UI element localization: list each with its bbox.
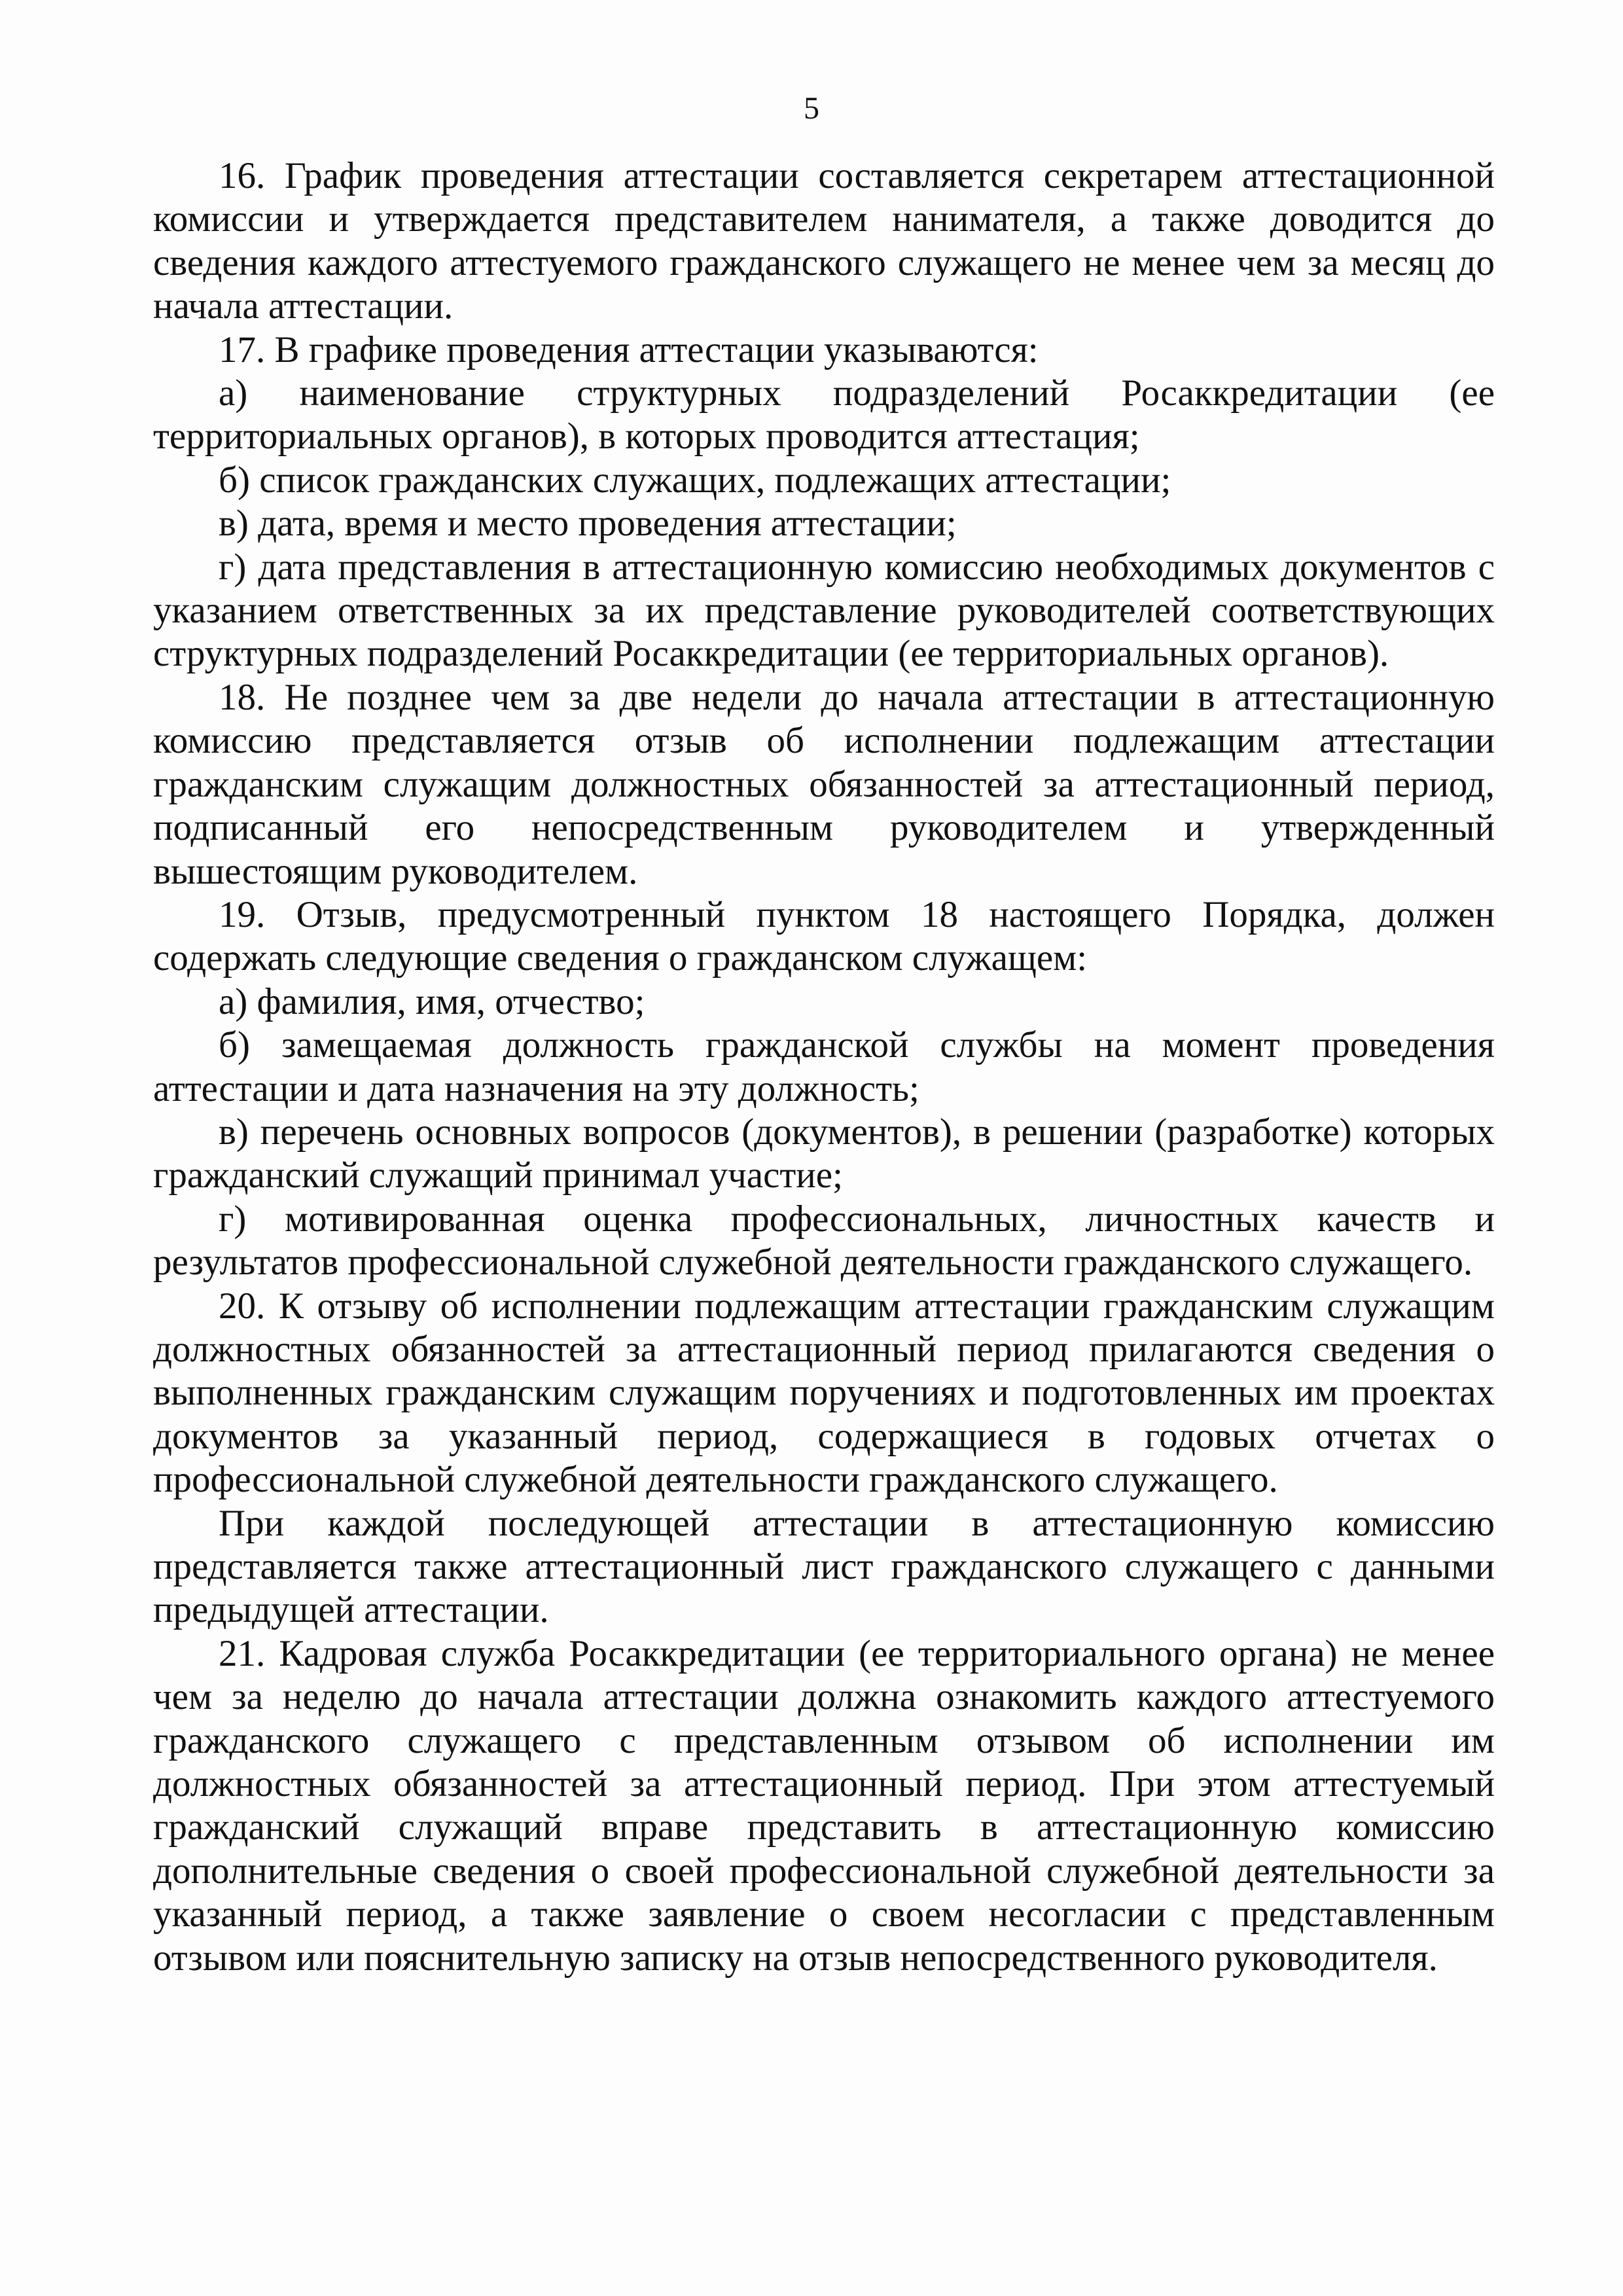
list-item-19c: в) перечень основных вопросов (документов), в решении (разработке) которых гражданский служащий принимал участие; [153, 1111, 1495, 1196]
document-body [153, 154, 1495, 1980]
paragraph-21: 21. Кадровая служба Росаккредитации (ее территориального органа) не менее чем за неделю до начала аттестации должна ознакомить каждого аттестуемого гражданского служащего с представленным отзывом об исполнении им должностных обязанностей за аттестационный период. При этом аттестуемый гражданский служащий вправе представить в аттестационную комиссию дополнительные сведения о своей профессиональной служебной деятельности за указанный период, а также заявление о своем несогласии с представленным отзывом или пояснительную записку на отзыв непосредственного руководителя. [153, 1632, 1495, 1979]
paragraph-20-continued: При каждой последующей аттестации в аттестационную комиссию представляется также аттестационный лист гражданского служащего с данными предыдущей аттестации. [153, 1502, 1495, 1631]
paragraph-18: 18. Не позднее чем за две недели до начала аттестации в аттестационную комиссию представляется отзыв об исполнении подлежащим аттестации гражданским служащим должностных обязанностей за аттестационный период, подписанный его непосредственным руководителем и утвержденный вышестоящим руководителем. [153, 676, 1495, 892]
page-number: 5 [804, 91, 819, 126]
paragraph-17: 17. В графике проведения аттестации указываются: [219, 329, 1039, 370]
list-item-17c: в) дата, время и место проведения аттестации; [219, 503, 957, 545]
paragraph-16: 16. График проведения аттестации составляется секретарем аттестационной комиссии и утверждается представителем нанимателя, а также доводится до сведения каждого аттестуемого гражданского служащего не менее чем за месяц до начала аттестации. [153, 155, 1495, 327]
paragraph-20: 20. К отзыву об исполнении подлежащим аттестации гражданским служащим должностных обязанностей за аттестационный период прилагаются сведения о выполненных гражданским служащим поручениях и подготовленных им проектах документов за указанный период, содержащиеся в годовых отчетах о профессиональной служебной деятельности гражданского служащего. [153, 1285, 1495, 1501]
list-item-17a: а) наименование структурных подразделений Росаккредитации (ее территориальных органов), в которых проводится аттестация; [153, 372, 1495, 457]
list-item-19d: г) мотивированная оценка профессиональных, личностных качеств и результатов профессиональной служебной деятельности гражданского служащего. [153, 1198, 1495, 1283]
list-item-17b: б) список гражданских служащих, подлежащих аттестации; [219, 459, 1171, 501]
list-item-17d: г) дата представления в аттестационную комиссию необходимых документов с указанием ответственных за их представление руководителей соответствующих структурных подразделений Росаккредитации (ее территориальных органов). [153, 546, 1495, 675]
list-item-19a: а) фамилия, имя, отчество; [219, 980, 645, 1022]
paragraph-19: 19. Отзыв, предусмотренный пунктом 18 настоящего Порядка, должен содержать следующие сведения о гражданском служащем: [153, 893, 1495, 979]
list-item-19b: б) замещаемая должность гражданской службы на момент проведения аттестации и дата назначения на эту должность; [153, 1024, 1495, 1109]
